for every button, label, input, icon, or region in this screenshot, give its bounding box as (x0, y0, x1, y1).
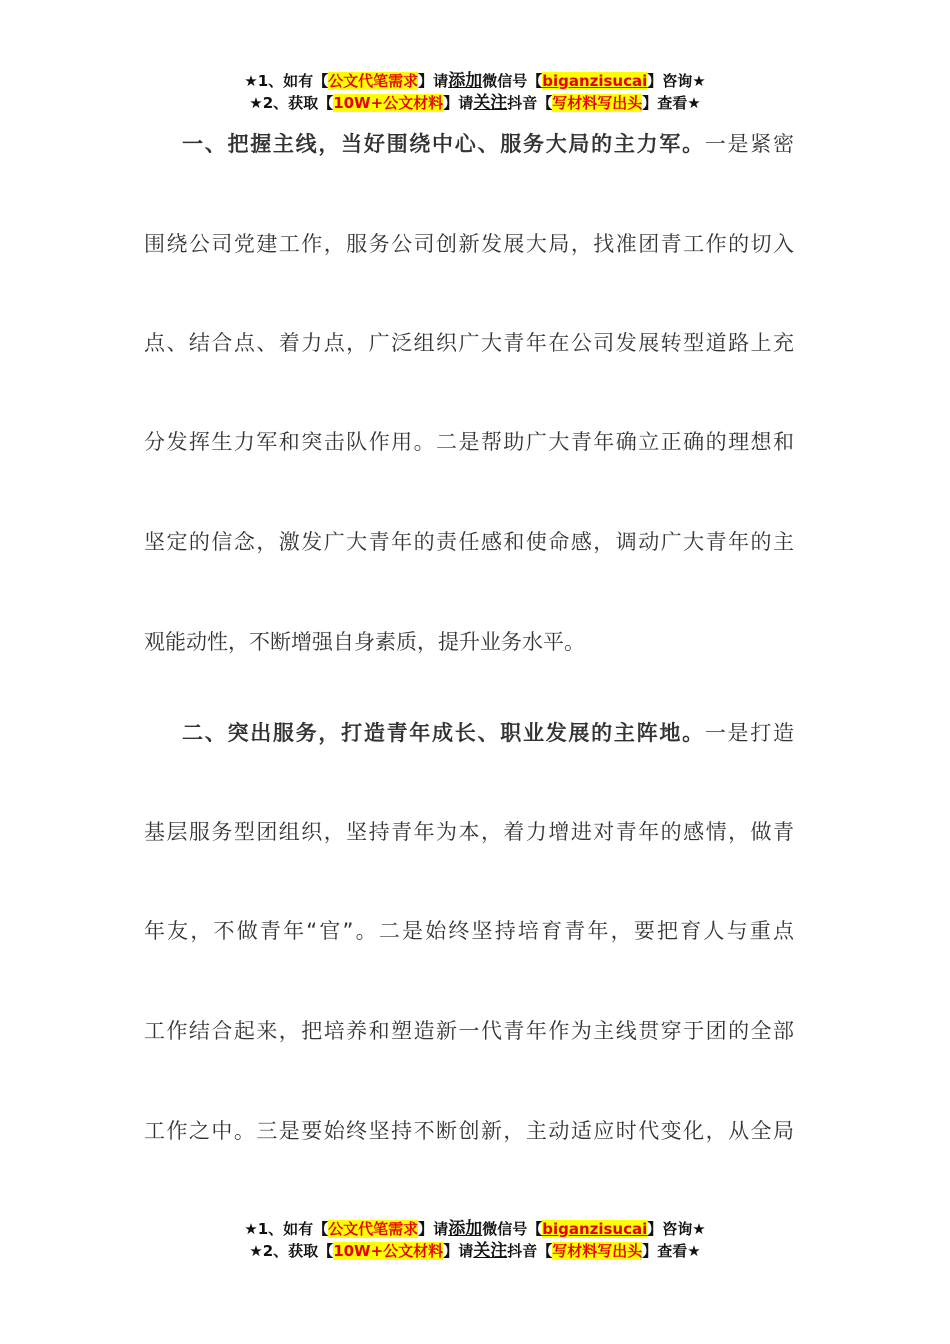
highlight-service: 公文代笔需求 (328, 72, 419, 90)
wechat-id-link[interactable]: biganzisucai (542, 1220, 648, 1238)
paragraph-1-line-2: 围绕公司党建工作，服务公司创新发展大局，找准团青工作的切入 (144, 232, 794, 256)
banner-text: 】查看★ (642, 1242, 701, 1260)
paragraph-1-line-3: 点、结合点、着力点，广泛组织广大青年在公司发展转型道路上充 (144, 331, 794, 355)
banner-emphasis: 添加 (448, 1219, 483, 1239)
banner-emphasis: 关注 (473, 1241, 508, 1261)
banner-emphasis: 关注 (473, 93, 508, 113)
banner-text: 】请 (443, 94, 474, 112)
banner-text: 】查看★ (642, 94, 701, 112)
banner-text: 】请 (443, 1242, 474, 1260)
paragraph-1-line-4: 分发挥生力军和突击队作用。二是帮助广大青年确立正确的理想和 (144, 430, 794, 454)
highlight-douyin: 写材料写出头 (552, 94, 643, 112)
banner-line-2 (0, 1240, 950, 1262)
banner-text: 】请 (418, 72, 449, 90)
paragraph-2-line-1 (144, 718, 794, 748)
highlight-materials: 10W+公文材料 (333, 94, 444, 112)
banner-line-2 (0, 92, 950, 114)
banner-text: 抖音【 (507, 94, 553, 112)
text: 一是紧密 (704, 132, 794, 156)
banner-text: 微信号【 (482, 72, 543, 90)
header-banner (0, 70, 950, 114)
banner-emphasis: 添加 (448, 71, 483, 91)
banner-text: 微信号【 (482, 1220, 543, 1238)
banner-line-1 (0, 70, 950, 92)
paragraph-2-line-5: 工作之中。三是要始终坚持不断创新，主动适应时代变化，从全局 (144, 1119, 794, 1143)
paragraph-1-line-5: 坚定的信念，激发广大青年的责任感和使命感，调动广大青年的主 (144, 530, 794, 554)
banner-text: ★2、获取【 (249, 1242, 334, 1260)
paragraph-2-line-3: 年友，不做青年“官”。二是始终坚持培育青年，要把育人与重点 (144, 919, 794, 943)
highlight-douyin: 写材料写出头 (552, 1242, 643, 1260)
paragraph-1-line-6: 观能动性，不断增强自身素质，提升业务水平。 (144, 630, 585, 654)
highlight-materials: 10W+公文材料 (333, 1242, 444, 1260)
footer-banner (0, 1218, 950, 1262)
banner-text: ★1、如有【 (244, 72, 329, 90)
banner-text: 】咨询★ (647, 1220, 706, 1238)
wechat-id-link[interactable]: biganzisucai (542, 72, 648, 90)
text: 一是打造 (704, 721, 794, 745)
highlight-service: 公文代笔需求 (328, 1220, 419, 1238)
banner-text: ★2、获取【 (249, 94, 334, 112)
paragraph-2-line-4: 工作结合起来，把培养和塑造新一代青年作为主线贯穿于团的全部 (144, 1019, 794, 1043)
paragraph-1-line-1 (144, 129, 794, 159)
banner-line-1 (0, 1218, 950, 1240)
paragraph-1-heading: 一、把握主线，当好围绕中心、服务大局的主力军。 (182, 132, 705, 156)
banner-text: 】咨询★ (647, 72, 706, 90)
banner-text: ★1、如有【 (244, 1220, 329, 1238)
banner-text: 抖音【 (507, 1242, 553, 1260)
banner-text: 】请 (418, 1220, 449, 1238)
paragraph-2-heading: 二、突出服务，打造青年成长、职业发展的主阵地。 (182, 721, 705, 745)
paragraph-2-line-2: 基层服务型团组织，坚持青年为本，着力增进对青年的感情，做青 (144, 820, 794, 844)
